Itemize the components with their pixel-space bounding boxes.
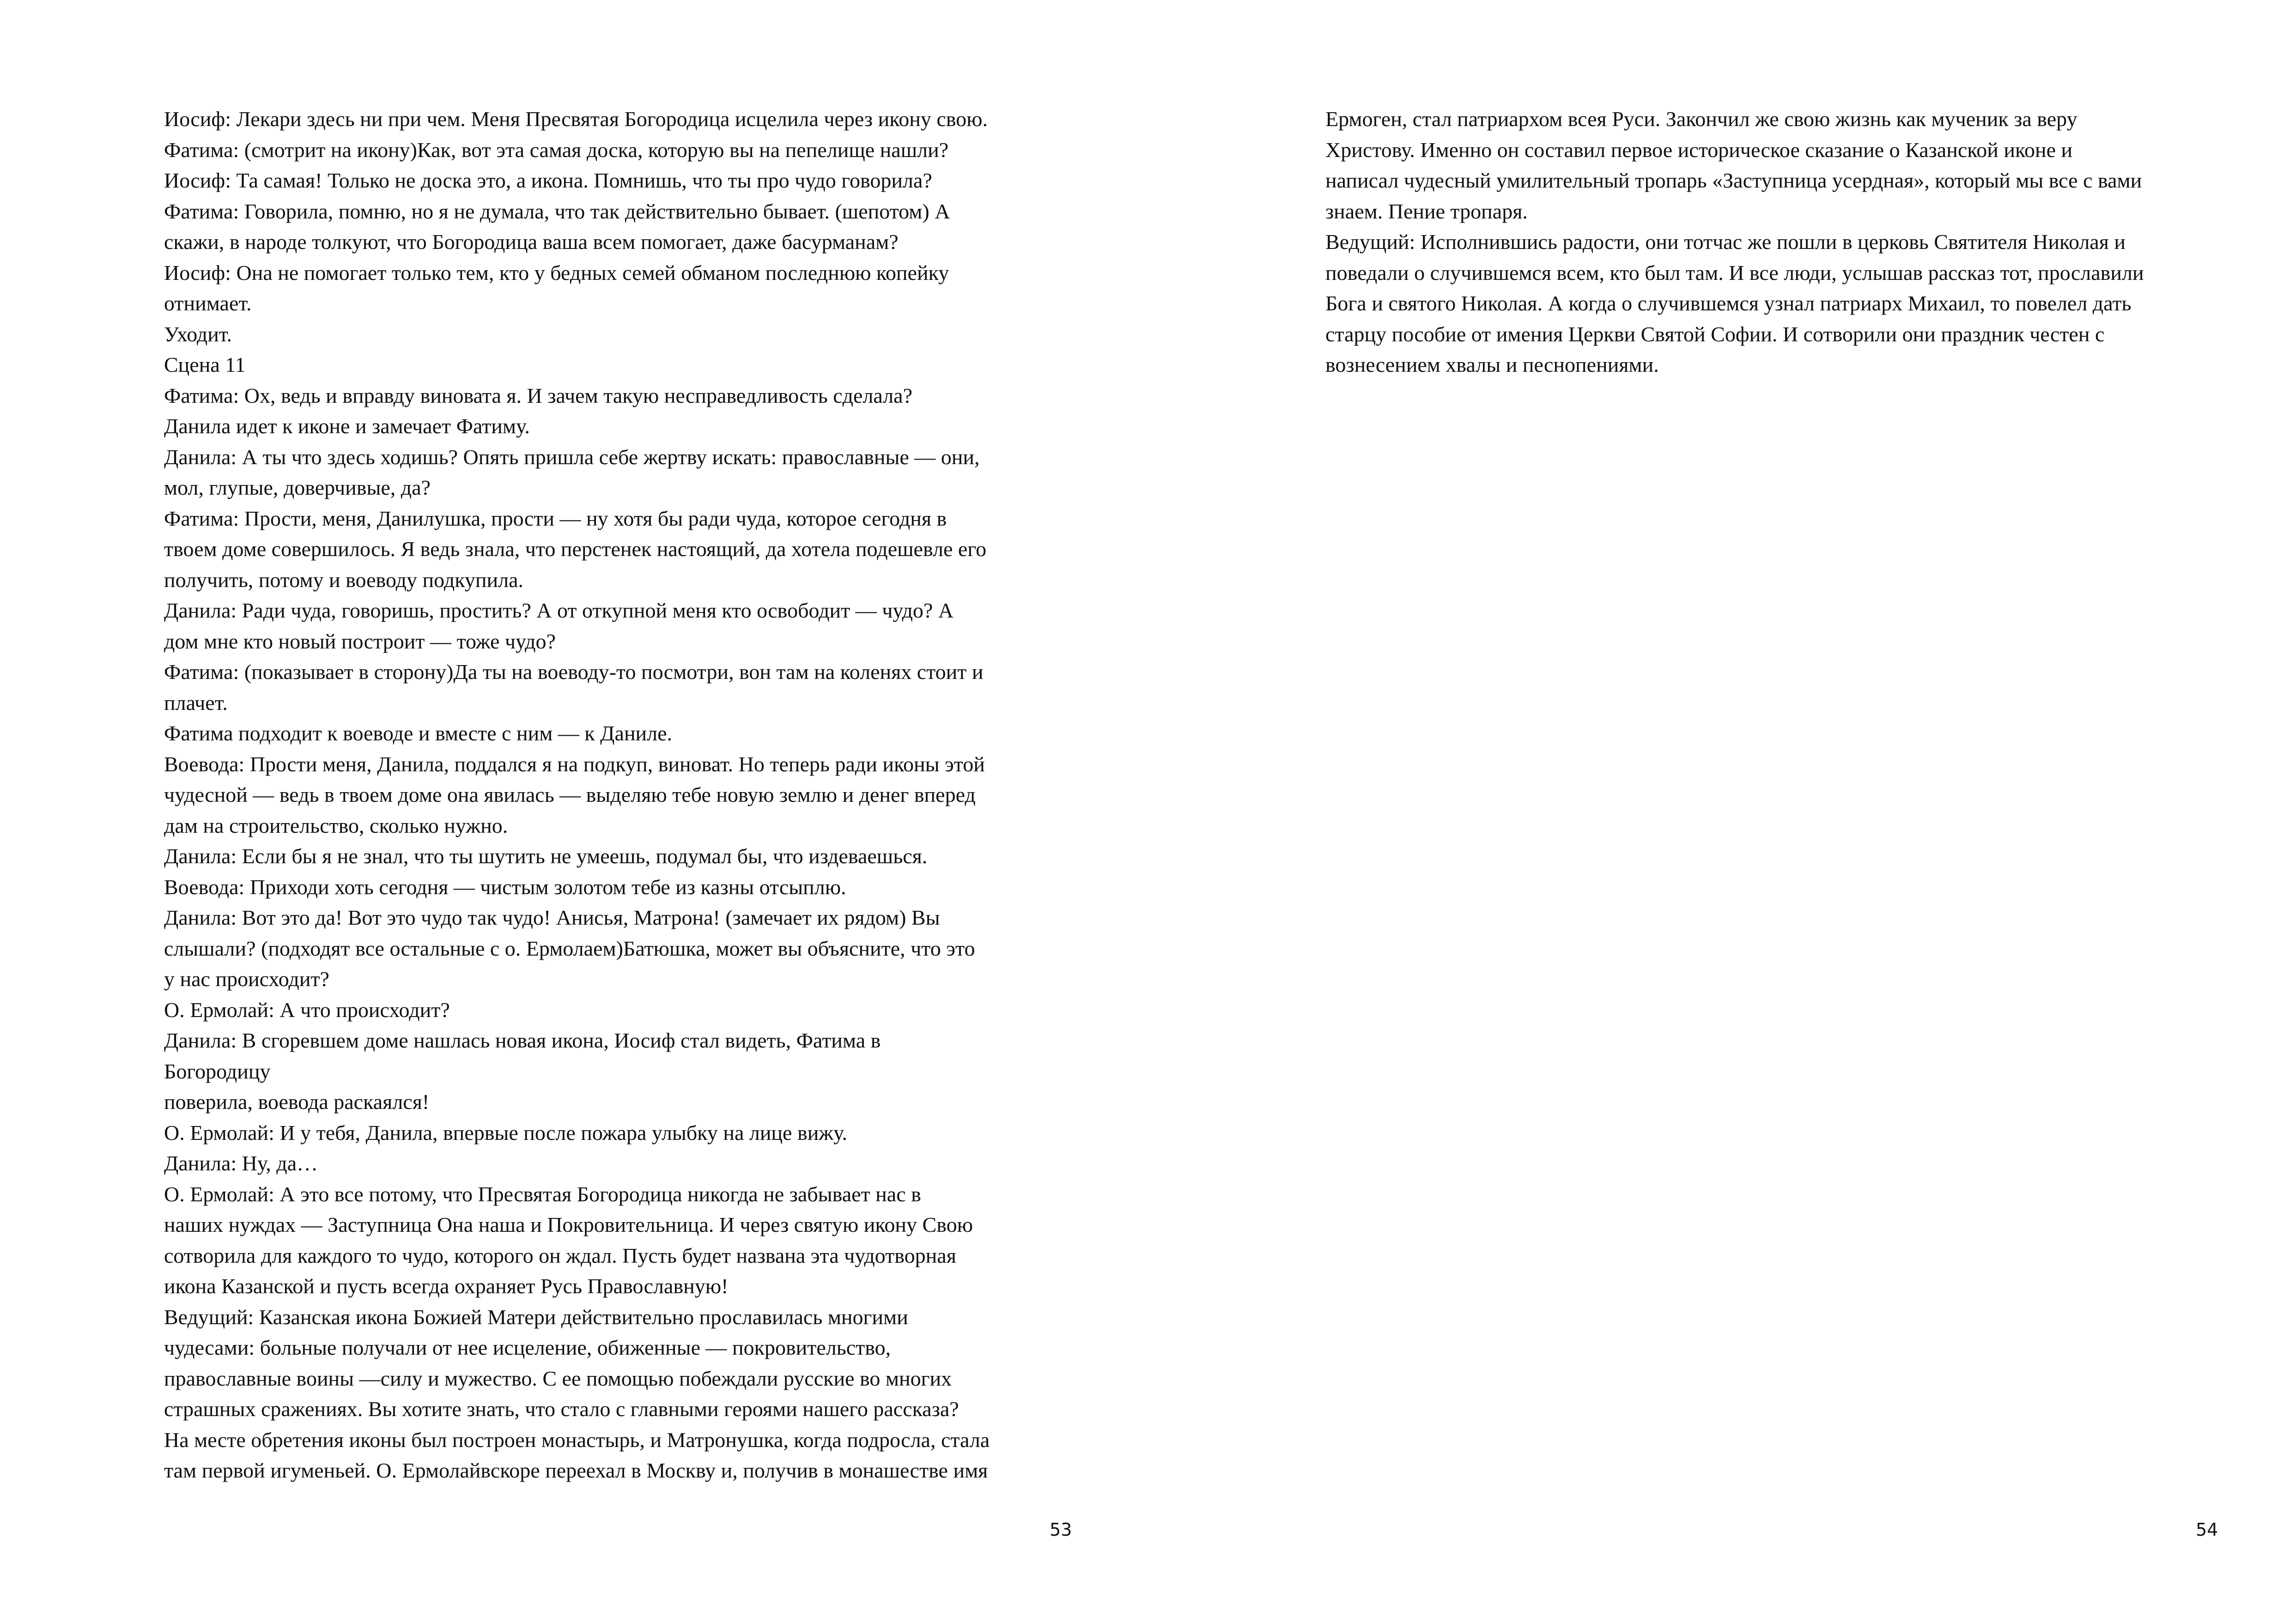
right-page-text <box>1325 104 2245 381</box>
text-line: Ведущий: Казанская икона Божией Матери действительно прославилась многими <box>164 1305 908 1329</box>
text-line: старцу пособие от имения Церкви Святой Софии. И сотворили они праздник честен с <box>1325 322 2105 346</box>
text-line: мол, глупые, доверчивые, да? <box>164 476 431 499</box>
page-number-right: 54 <box>2196 1520 2218 1540</box>
text-line: поверила, воевода раскаялся! <box>164 1090 430 1114</box>
text-line: Фатима подходит к воеводе и вместе с ним — к Даниле. <box>164 721 673 745</box>
text-line: Фатима: Говорила, помню, но я не думала, что так действительно бывает. (шепотом) А <box>164 199 950 223</box>
text-line: Фатима: (смотрит на икону)Как, вот эта самая доска, которую вы на пепелище нашли? <box>164 138 949 162</box>
text-line: Фатима: Ох, ведь и вправду виновата я. И зачем такую несправедливость сделала? <box>164 383 913 407</box>
text-line: Данила: Вот это да! Вот это чудо так чудо! Анисья, Матрона! (замечает их рядом) Вы <box>164 906 940 929</box>
text-line: наших нуждах — Заступница Она наша и Покровительница. И через святую икону Свою <box>164 1213 973 1236</box>
text-line: Данила: А ты что здесь ходишь? Опять пришла себе жертву искать: православные — они, <box>164 445 980 469</box>
text-line: у нас происходит? <box>164 967 329 991</box>
text-line: Ермоген, стал патриархом всея Руси. Закончил же свою жизнь как мученик за веру <box>1325 107 2077 131</box>
text-line: Фатима: Прости, меня, Данилушка, прости — ну хотя бы ради чуда, которое сегодня в <box>164 506 947 530</box>
text-line: Фатима: (показывает в сторону)Да ты на воеводу-то посмотри, вон там на коленях стоит и <box>164 660 984 684</box>
text-line: Бога и святого Николая. А когда о случившемся узнал патриарх Михаил, то повелел дать <box>1325 291 2132 315</box>
text-line: Иосиф: Она не помогает только тем, кто у бедных семей обманом последнюю копейку <box>164 260 949 285</box>
right-page <box>1148 0 2296 1623</box>
text-line: скажи, в народе толкуют, что Богородица ваша всем помогает, даже басурманам? <box>164 230 899 254</box>
text-line: Данила: Если бы я не знал, что ты шутить не умеешь, подумал бы, что издеваешься. <box>164 844 928 868</box>
text-line: Данила: Ну, да… <box>164 1151 318 1175</box>
text-line: православные воины —силу и мужество. С ее помощью побеждали русские во многих <box>164 1366 952 1390</box>
text-line: отнимает. <box>164 291 252 315</box>
text-line: страшных сражениях. Вы хотите знать, что стало с главными героями нашего рассказа? <box>164 1397 959 1421</box>
text-line: дам на строительство, сколько нужно. <box>164 813 508 837</box>
text-line: там первой игуменьей. О. Ермолайвскоре переехал в Москву и, получив в монашестве имя <box>164 1459 988 1482</box>
text-line: Данила: Ради чуда, говоришь, простить? А от откупной меня кто освободит — чудо? А <box>164 599 954 622</box>
text-line: О. Ермолай: А что происходит? <box>164 998 450 1022</box>
text-line: О. Ермолай: И у тебя, Данила, впервые после пожара улыбку на лице вижу. <box>164 1120 847 1145</box>
text-line: Христову. Именно он составил первое историческое сказание о Казанской иконе и <box>1325 138 2073 162</box>
text-line: Ведущий: Исполнившись радости, они тотчас же пошли в церковь Святителя Николая и <box>1325 230 2126 254</box>
page-number-left: 53 <box>1050 1520 1072 1540</box>
text-line: О. Ермолай: А это все потому, что Пресвятая Богородица никогда не забывает нас в <box>164 1182 921 1206</box>
text-line: Иосиф: Та самая! Только не доска это, а икона. Помнишь, что ты про чудо говорила? <box>164 169 932 192</box>
text-line: Иосиф: Лекари здесь ни при чем. Меня Пресвятая Богородица исцелила через икону свою. <box>164 107 988 131</box>
text-line: сотворила для каждого то чудо, которого он ждал. Пусть будет названа эта чудотворная <box>164 1243 956 1267</box>
text-line: поведали о случившемся всем, кто был там. И все люди, услышав рассказ тот, прославили <box>1325 260 2144 285</box>
text-line: слышали? (подходят все остальные с о. Ермолаем)Батюшка, может вы объясните, что это <box>164 936 975 960</box>
text-line: дом мне кто новый построит — тоже чудо? <box>164 629 556 653</box>
left-page-text <box>164 104 1083 1486</box>
text-line: На месте обретения иконы был построен монастырь, и Матронушка, когда подросла, стала <box>164 1428 990 1452</box>
text-line: Данила: В сгоревшем доме нашлась новая икона, Иосиф стал видеть, Фатима в <box>164 1029 881 1052</box>
text-line: Уходит. <box>164 322 232 346</box>
text-line: плачет. <box>164 690 228 715</box>
text-line: знаем. Пение тропаря. <box>1325 199 1528 223</box>
text-line: Воевода: Прости меня, Данила, поддался я на подкуп, виноват. Но теперь ради иконы этой <box>164 752 985 776</box>
text-line: Богородицу <box>164 1059 271 1083</box>
text-line: чудесами: больные получали от нее исцеление, обиженные — покровительство, <box>164 1336 891 1359</box>
text-line: твоем доме совершилось. Я ведь знала, что перстенек настоящий, да хотела подешевле его <box>164 537 987 561</box>
text-line: икона Казанской и пусть всегда охраняет Русь Православную! <box>164 1274 729 1298</box>
text-line: чудесной — ведь в твоем доме она явилась — выделяю тебе новую землю и денег вперед <box>164 783 976 806</box>
text-line: Воевода: Приходи хоть сегодня — чистым золотом тебе из казны отсыплю. <box>164 875 846 899</box>
text-line: написал чудесный умилительный тропарь «Заступница усердная», который мы все с вами <box>1325 169 2142 192</box>
text-line: получить, потому и воеводу подкупила. <box>164 568 524 592</box>
text-line: Сцена 11 <box>164 353 246 376</box>
text-line: Данила идет к иконе и замечает Фатиму. <box>164 414 530 438</box>
text-line: вознесением хвалы и песнопениями. <box>1325 353 1659 376</box>
